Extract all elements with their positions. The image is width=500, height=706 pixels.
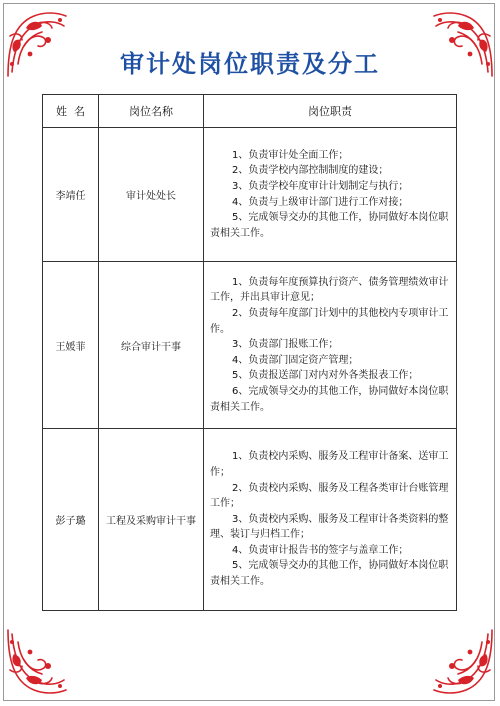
duty-item: 4、负责与上级审计部门进行工作对接； bbox=[232, 196, 409, 208]
header-name: 姓 名 bbox=[43, 95, 99, 128]
duty-item: 3、负责学校年度审计计划制定与执行； bbox=[232, 180, 409, 192]
cell-position: 工程及采购审计干事 bbox=[99, 429, 204, 611]
corner-ornament-bottom-right bbox=[422, 626, 496, 700]
duty-item: 3、负责部门报账工作； bbox=[232, 339, 339, 351]
duty-item: 1、负责审计处全面工作； bbox=[232, 149, 349, 161]
duty-item: 2、负责校内采购、服务及工程各类审计台账管理工作； bbox=[210, 482, 449, 510]
duties-table bbox=[42, 94, 457, 611]
duty-item: 5、完成领导交办的其他工作，协同做好本岗位职责相关工作。 bbox=[210, 560, 449, 588]
duty-item: 5、负责报送部门对内对外各类报表工作； bbox=[232, 370, 419, 382]
red-corner-flourish-icon bbox=[422, 626, 496, 700]
duty-item: 4、负责审计报告书的签字与盖章工作； bbox=[232, 544, 409, 556]
cell-name: 李靖任 bbox=[43, 128, 99, 262]
corner-ornament-bottom-left bbox=[4, 626, 78, 700]
table-header-row bbox=[43, 95, 457, 128]
cell-position: 审计处处长 bbox=[99, 128, 204, 262]
table-row bbox=[43, 128, 457, 262]
duty-item: 2、负责学校内部控制制度的建设； bbox=[232, 165, 389, 177]
table-row bbox=[43, 262, 457, 429]
duty-item: 4、负责部门固定资产管理； bbox=[232, 354, 359, 366]
cell-duties bbox=[204, 429, 457, 611]
cell-duties bbox=[204, 128, 457, 262]
duty-item: 2、负责每年度部门计划中的其他校内专项审计工作。 bbox=[210, 308, 449, 335]
duty-item: 1、负责校内采购、服务及工程审计备案、送审工作； bbox=[210, 451, 449, 478]
header-duties: 岗位职责 bbox=[204, 95, 457, 128]
red-corner-flourish-icon bbox=[4, 626, 78, 700]
cell-name: 王媛菲 bbox=[43, 262, 99, 429]
header-position: 岗位名称 bbox=[99, 95, 204, 128]
page-title: 审计处岗位职责及分工 bbox=[120, 49, 380, 78]
duty-item: 6、完成领导交办的其他工作，协同做好本岗位职责相关工作。 bbox=[210, 385, 449, 413]
duty-item: 3、负责校内采购、服务及工程审计各类资料的整理、装订与归档工作； bbox=[210, 513, 449, 541]
cell-position: 综合审计干事 bbox=[99, 262, 204, 429]
cell-name: 彭子璐 bbox=[43, 429, 99, 611]
table-row bbox=[43, 429, 457, 611]
cell-duties bbox=[204, 262, 457, 429]
duty-item: 1、负责每年度预算执行资产、债务管理绩效审计工作，并出具审计意见； bbox=[210, 276, 449, 304]
duty-item: 5、完成领导交办的其他工作，协同做好本岗位职责相关工作。 bbox=[210, 212, 449, 239]
